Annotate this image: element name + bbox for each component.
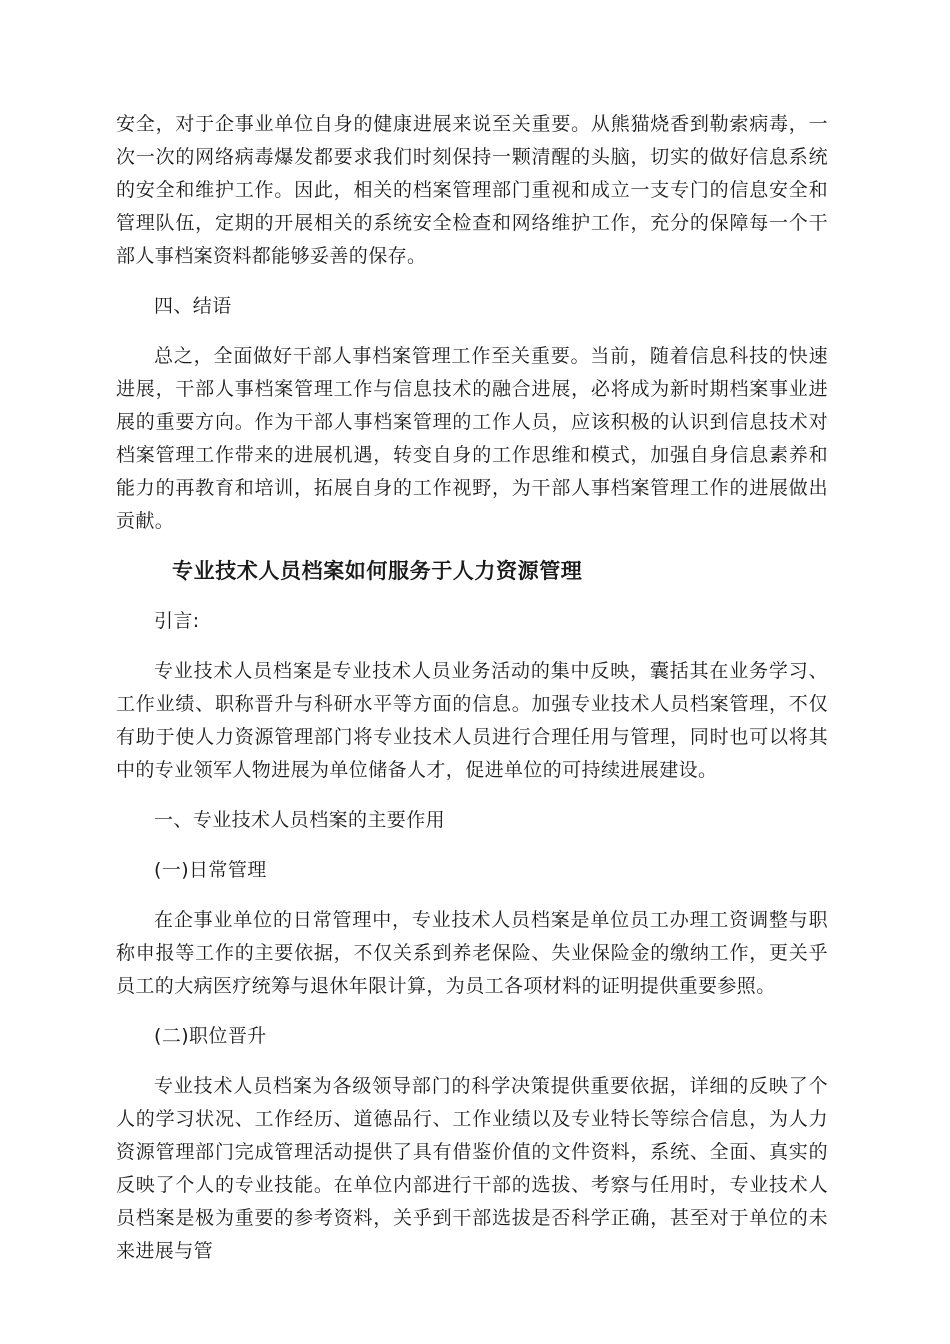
heading-intro: 引言: [154, 610, 200, 632]
document-page [116, 108, 828, 1285]
paragraph-daily-management: 在企事业单位的日常管理中，专业技术人员档案是单位员工办理工资调整与职称申报等工作的主要依据，不仅关系到养老保险、失业保险金的缴纳工作，更关乎员工的大病医疗统筹与退休年限计算，为员工各项材料的证明提供重要参照。 [116, 909, 828, 997]
paragraph-security: 安全，对于企事业单位自身的健康进展来说至关重要。从熊猫烧香到勒索病毒，一次一次的网络病毒爆发都要求我们时刻保持一颗清醒的头脑，切实的做好信息系统的安全和维护工作。因此，相关的档案管理部门重视和成立一支专门的信息安全和管理队伍，定期的开展相关的系统安全检查和网络维护工作，充分的保障每一个干部人事档案资料都能够妥善的保存。 [116, 113, 828, 267]
paragraph-promotion: 专业技术人员档案为各级领导部门的科学决策提供重要依据，详细的反映了个人的学习状况、工作经历、道德品行、工作业绩以及专业特长等综合信息，为人力资源管理部门完成管理活动提供了具有借鉴价值的文件资料，系统、全面、真实的反映了个人的专业技能。在单位内部进行干部的选拔、考察与任用时，专业技术人员档案是极为重要的参考资料，关乎到干部选拔是否科学正确，甚至对于单位的未来进展与管 [116, 1075, 828, 1262]
heading-section-1: 一、专业技术人员档案的主要作用 [154, 809, 446, 831]
article-title: 专业技术人员档案如何服务于人力资源管理 [172, 559, 583, 583]
heading-daily-management: (一)日常管理 [154, 859, 267, 881]
paragraph-conclusion: 总之，全面做好干部人事档案管理工作至关重要。当前，随着信息科技的快速进展，干部人事档案管理工作与信息技术的融合进展，必将成为新时期档案事业进展的重要方向。作为干部人事档案管理的工作人员，应该积极的认识到信息技术对档案管理工作带来的进展机遇，转变自身的工作思维和模式，加强自身信息素养和能力的再教育和培训，拓展自身的工作视野，为干部人事档案管理工作的进展做出贡献。 [116, 345, 828, 532]
heading-promotion: (二)职位晋升 [154, 1025, 267, 1047]
paragraph-intro: 专业技术人员档案是专业技术人员业务活动的集中反映，囊括其在业务学习、工作业绩、职称晋升与科研水平等方面的信息。加强专业技术人员档案管理，不仅有助于使人力资源管理部门将专业技术人员进行合理任用与管理，同时也可以将其中的专业领军人物进展为单位储备人才，促进单位的可持续进展建设。 [116, 660, 828, 781]
heading-conclusion: 四、结语 [154, 295, 232, 317]
